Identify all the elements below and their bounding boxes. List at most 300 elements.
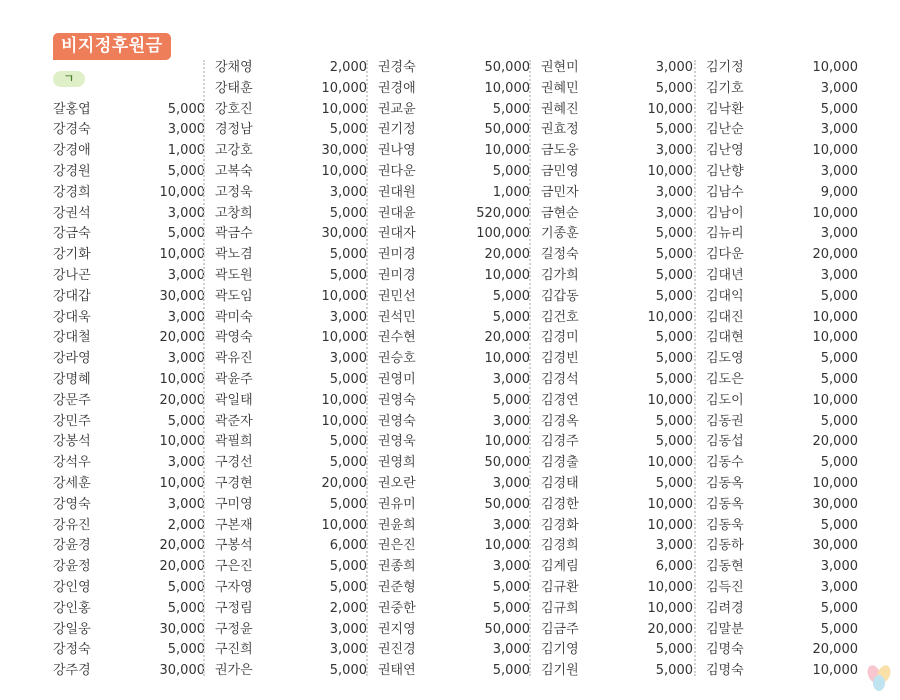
- donor-row: [541, 120, 693, 141]
- donor-name: 김경옥: [541, 413, 579, 429]
- donation-amount: 5,000: [329, 122, 367, 138]
- donation-amount: 3,000: [820, 268, 858, 283]
- donation-amount: 3,000: [167, 122, 205, 138]
- donor-row: [541, 495, 693, 516]
- donation-amount: 20,000: [812, 642, 858, 658]
- donor-row: [706, 120, 858, 141]
- donation-amount: 10,000: [321, 392, 367, 408]
- donation-amount: 5,000: [820, 600, 858, 616]
- donor-name: 권미경: [378, 247, 416, 263]
- donation-amount: 5,000: [655, 122, 693, 138]
- donation-amount: 10,000: [812, 60, 858, 75]
- donor-row: [706, 245, 858, 266]
- donor-row: [53, 287, 205, 308]
- donation-amount: 100,000: [476, 226, 530, 242]
- donor-row: [541, 204, 693, 225]
- donor-row: [53, 162, 205, 183]
- donor-row: [378, 100, 530, 121]
- donor-name: 곽도임: [215, 288, 253, 304]
- donor-name: 길정숙: [541, 247, 579, 263]
- donation-amount: 5,000: [492, 392, 530, 408]
- donor-row: [53, 120, 205, 141]
- donor-name: 곽영숙: [215, 330, 253, 346]
- donor-row: [706, 141, 858, 162]
- donor-name: 김도은: [706, 372, 744, 387]
- donor-name: 강문주: [53, 392, 91, 408]
- donor-name: 김난영: [706, 143, 744, 159]
- donor-row: [378, 432, 530, 453]
- donor-name: 권경애: [378, 80, 416, 96]
- donor-name: 김명숙: [706, 642, 744, 658]
- page-title: 비지정후원금: [53, 33, 171, 60]
- donor-row: [541, 516, 693, 537]
- donor-row: [378, 287, 530, 308]
- donation-amount: 5,000: [655, 351, 693, 367]
- donor-row: [215, 370, 367, 391]
- donor-row: [706, 266, 858, 287]
- donor-name: 김가희: [541, 268, 579, 283]
- donor-name: 권윤희: [378, 517, 416, 533]
- donor-name: 김금주: [541, 621, 579, 637]
- donation-amount: 3,000: [820, 164, 858, 179]
- donor-row: [541, 308, 693, 329]
- donor-name: 권대윤: [378, 205, 416, 221]
- donor-name: 김동권: [706, 413, 744, 429]
- donor-row: [378, 183, 530, 204]
- donation-amount: 5,000: [492, 164, 530, 179]
- donor-name: 구본재: [215, 517, 253, 533]
- donation-amount: 30,000: [321, 143, 367, 159]
- donor-name: 경정남: [215, 122, 253, 138]
- donor-row: [541, 79, 693, 100]
- donor-row: [378, 308, 530, 329]
- donation-amount: 5,000: [492, 309, 530, 325]
- donor-name: 권대자: [378, 226, 416, 242]
- donor-name: 권다운: [378, 164, 416, 179]
- donation-amount: 5,000: [329, 434, 367, 450]
- donor-row: [215, 58, 367, 79]
- donation-amount: 5,000: [329, 580, 367, 595]
- donor-row: [215, 100, 367, 121]
- donor-row: [53, 578, 205, 599]
- donor-row: [378, 224, 530, 245]
- donation-amount: 3,000: [167, 351, 205, 367]
- donation-amount: 3,000: [167, 268, 205, 283]
- donation-amount: 3,000: [820, 122, 858, 138]
- donor-row: [706, 578, 858, 599]
- donation-amount: 5,000: [655, 288, 693, 304]
- donor-name: 강영숙: [53, 496, 91, 512]
- donor-name: 구은진: [215, 559, 253, 575]
- donation-amount: 10,000: [647, 101, 693, 117]
- donor-name: 권혜진: [541, 101, 579, 117]
- donor-name: 강봉석: [53, 434, 91, 450]
- donor-row: [706, 183, 858, 204]
- donation-amount: 5,000: [167, 164, 205, 179]
- donor-row: [378, 536, 530, 557]
- donation-amount: 1,000: [492, 184, 530, 200]
- donor-name: 고강호: [215, 143, 253, 159]
- donation-amount: 5,000: [655, 247, 693, 263]
- donor-name: 강기화: [53, 247, 91, 263]
- donation-amount: 30,000: [159, 621, 205, 637]
- donor-name: 김동섭: [706, 434, 744, 450]
- donor-name: 곽필희: [215, 434, 253, 450]
- donor-name: 김기호: [706, 80, 744, 96]
- donation-amount: 1,000: [167, 143, 205, 159]
- donation-amount: 520,000: [476, 205, 530, 221]
- donor-name: 강정숙: [53, 642, 91, 658]
- donor-name: 김뉴리: [706, 226, 744, 242]
- donor-row: [378, 162, 530, 183]
- donor-row: [706, 557, 858, 578]
- donor-row: [378, 141, 530, 162]
- donor-row: [215, 536, 367, 557]
- donor-row: [215, 432, 367, 453]
- donor-row: [53, 391, 205, 412]
- donation-amount: 3,000: [820, 580, 858, 595]
- donor-row: [541, 58, 693, 79]
- donation-amount: 10,000: [321, 330, 367, 346]
- donor-row: [53, 100, 205, 121]
- donor-row: [215, 328, 367, 349]
- donation-amount: 20,000: [812, 247, 858, 263]
- donor-row: [378, 370, 530, 391]
- donation-amount: 5,000: [492, 580, 530, 595]
- donation-amount: 20,000: [647, 621, 693, 637]
- donation-amount: 3,000: [655, 205, 693, 221]
- donor-row: [53, 661, 205, 682]
- donation-amount: 3,000: [167, 205, 205, 221]
- donor-row: [378, 578, 530, 599]
- donor-name: 권교윤: [378, 101, 416, 117]
- donation-amount: 3,000: [329, 621, 367, 637]
- donation-amount: 5,000: [655, 642, 693, 658]
- donor-name: 강대갑: [53, 288, 91, 304]
- donation-amount: 10,000: [159, 476, 205, 491]
- donation-amount: 5,000: [329, 372, 367, 387]
- donor-row: [706, 620, 858, 641]
- donor-row: [53, 349, 205, 370]
- donation-amount: 5,000: [329, 496, 367, 512]
- donation-amount: 5,000: [655, 80, 693, 96]
- donor-name: 김경태: [541, 476, 579, 491]
- donation-amount: 3,000: [492, 517, 530, 533]
- donor-row: [706, 391, 858, 412]
- donor-name: 고창희: [215, 205, 253, 221]
- donor-name: 곽미숙: [215, 309, 253, 325]
- donor-row: [215, 162, 367, 183]
- donor-row: [706, 661, 858, 682]
- donor-row: [53, 474, 205, 495]
- donor-name: 구정윤: [215, 621, 253, 637]
- donor-name: 강태훈: [215, 80, 253, 96]
- donation-amount: 5,000: [167, 642, 205, 658]
- donor-row: [706, 308, 858, 329]
- donor-name: 권지영: [378, 621, 416, 637]
- donor-name: 권영숙: [378, 413, 416, 429]
- donation-amount: 3,000: [655, 538, 693, 554]
- donor-row: [53, 557, 205, 578]
- donor-name: 김기원: [541, 663, 579, 679]
- donor-name: 김동옥: [706, 496, 744, 512]
- donor-row: [215, 620, 367, 641]
- donation-amount: 5,000: [492, 288, 530, 304]
- donor-row: [215, 453, 367, 474]
- donor-row: [53, 204, 205, 225]
- donor-row: [378, 58, 530, 79]
- donation-amount: 5,000: [329, 247, 367, 263]
- donation-amount: 3,000: [492, 559, 530, 575]
- donation-amount: 5,000: [167, 413, 205, 429]
- donation-amount: 9,000: [820, 184, 858, 200]
- donation-amount: 3,000: [820, 226, 858, 242]
- donor-name: 구봉석: [215, 538, 253, 554]
- donation-amount: 50,000: [484, 455, 530, 471]
- donation-amount: 10,000: [647, 600, 693, 616]
- donor-row: [378, 79, 530, 100]
- donor-row: [541, 453, 693, 474]
- donor-name: 강석우: [53, 455, 91, 471]
- donation-amount: 5,000: [167, 101, 205, 117]
- donor-name: 김명숙: [706, 663, 744, 679]
- donor-list: [0, 58, 900, 688]
- donor-name: 금민영: [541, 164, 579, 179]
- donor-row: [541, 432, 693, 453]
- donation-amount: 6,000: [655, 559, 693, 575]
- donation-amount: 10,000: [647, 455, 693, 471]
- donation-amount: 5,000: [655, 434, 693, 450]
- donor-name: 권나영: [378, 143, 416, 159]
- donor-name: 김동옥: [706, 476, 744, 491]
- donor-row: [541, 349, 693, 370]
- donation-amount: 30,000: [321, 226, 367, 242]
- donor-row: [541, 162, 693, 183]
- donor-name: 곽일태: [215, 392, 253, 408]
- donation-amount: 20,000: [159, 559, 205, 575]
- donation-amount: 20,000: [812, 434, 858, 450]
- donor-name: 권기정: [378, 122, 416, 138]
- donation-amount: 5,000: [329, 268, 367, 283]
- donor-name: 김대진: [706, 309, 744, 325]
- donor-name: 강경원: [53, 164, 91, 179]
- donor-column: [541, 58, 693, 688]
- donation-amount: 5,000: [820, 455, 858, 471]
- donor-name: 강권석: [53, 205, 91, 221]
- donor-name: 고정욱: [215, 184, 253, 200]
- donor-row: [706, 474, 858, 495]
- donor-name: 김남수: [706, 184, 744, 200]
- donor-row: [541, 224, 693, 245]
- donor-row: [215, 391, 367, 412]
- donor-name: 김경석: [541, 372, 579, 387]
- donor-column: [378, 58, 530, 688]
- donor-name: 김경출: [541, 455, 579, 471]
- donor-name: 김경한: [541, 496, 579, 512]
- donor-row: [215, 204, 367, 225]
- donation-amount: 5,000: [820, 288, 858, 304]
- donation-amount: 3,000: [655, 184, 693, 200]
- donor-name: 구미영: [215, 496, 253, 512]
- donor-name: 권종희: [378, 559, 416, 575]
- donor-name: 갈홍엽: [53, 101, 91, 117]
- donor-row: [541, 599, 693, 620]
- donor-name: 김경빈: [541, 351, 579, 367]
- donor-name: 권중한: [378, 600, 416, 616]
- donation-amount: 5,000: [167, 600, 205, 616]
- donor-name: 권효정: [541, 122, 579, 138]
- donation-amount: 3,000: [820, 559, 858, 575]
- donor-name: 강윤경: [53, 538, 91, 554]
- donor-name: 김경연: [541, 392, 579, 408]
- donor-name: 곽준자: [215, 413, 253, 429]
- donor-name: 권경숙: [378, 60, 416, 75]
- donor-row: [378, 328, 530, 349]
- donation-amount: 3,000: [492, 413, 530, 429]
- donor-row: [541, 370, 693, 391]
- donation-amount: 5,000: [167, 580, 205, 595]
- donor-name: 김갑동: [541, 288, 579, 304]
- donor-row: [378, 474, 530, 495]
- donor-row: [215, 349, 367, 370]
- donation-amount: 5,000: [329, 455, 367, 471]
- donor-row: [706, 640, 858, 661]
- donor-row: [541, 557, 693, 578]
- donation-amount: 10,000: [321, 517, 367, 533]
- donation-amount: 5,000: [655, 663, 693, 679]
- donation-amount: 10,000: [812, 392, 858, 408]
- donor-row: [53, 308, 205, 329]
- donor-name: 강라영: [53, 351, 91, 367]
- donation-amount: 10,000: [647, 580, 693, 595]
- donor-name: 곽금수: [215, 226, 253, 242]
- donor-row: [378, 120, 530, 141]
- donor-row: [541, 620, 693, 641]
- donation-amount: 5,000: [820, 372, 858, 387]
- donor-name: 김계림: [541, 559, 579, 575]
- donation-amount: 3,000: [329, 184, 367, 200]
- donation-amount: 10,000: [321, 101, 367, 117]
- donation-amount: 10,000: [484, 80, 530, 96]
- donation-amount: 10,000: [647, 496, 693, 512]
- donor-row: [215, 120, 367, 141]
- donation-amount: 3,000: [492, 372, 530, 387]
- donor-row: [53, 412, 205, 433]
- donation-amount: 10,000: [484, 143, 530, 159]
- donation-amount: 3,000: [655, 60, 693, 75]
- donation-amount: 10,000: [484, 538, 530, 554]
- donor-row: [706, 349, 858, 370]
- donor-name: 김규환: [541, 580, 579, 595]
- donation-amount: 3,000: [820, 80, 858, 96]
- donor-row: [706, 162, 858, 183]
- donor-row: [706, 432, 858, 453]
- donor-name: 권혜민: [541, 80, 579, 96]
- donation-amount: 10,000: [159, 372, 205, 387]
- donor-row: [378, 266, 530, 287]
- donation-amount: 30,000: [159, 288, 205, 304]
- donation-amount: 3,000: [492, 642, 530, 658]
- donation-amount: 20,000: [484, 247, 530, 263]
- donor-name: 금현순: [541, 205, 579, 221]
- donor-name: 권승호: [378, 351, 416, 367]
- donor-row: [706, 412, 858, 433]
- donor-row: [215, 599, 367, 620]
- donation-amount: 20,000: [484, 330, 530, 346]
- donor-name: 권영욱: [378, 434, 416, 450]
- donor-row: [541, 266, 693, 287]
- donor-row: [215, 79, 367, 100]
- donation-amount: 2,000: [167, 517, 205, 533]
- donor-row: [53, 640, 205, 661]
- donation-amount: 3,000: [167, 455, 205, 471]
- donor-name: 권은진: [378, 538, 416, 554]
- donation-amount: 50,000: [484, 621, 530, 637]
- donor-name: 김대년: [706, 268, 744, 283]
- donation-amount: 5,000: [655, 268, 693, 283]
- donor-row: [541, 640, 693, 661]
- donor-name: 강일웅: [53, 621, 91, 637]
- donation-amount: 5,000: [492, 101, 530, 117]
- donor-row: [53, 183, 205, 204]
- donor-row: [378, 204, 530, 225]
- donor-row: [706, 100, 858, 121]
- donor-name: 곽도원: [215, 268, 253, 283]
- donor-row: [541, 474, 693, 495]
- donor-name: 금도웅: [541, 143, 579, 159]
- donor-row: [706, 516, 858, 537]
- donor-row: [378, 661, 530, 682]
- donation-amount: 30,000: [159, 663, 205, 679]
- donor-row: [706, 58, 858, 79]
- donation-amount: 3,000: [329, 351, 367, 367]
- donor-row: [378, 640, 530, 661]
- donation-amount: 6,000: [329, 538, 367, 554]
- donation-amount: 5,000: [655, 226, 693, 242]
- donor-row: [215, 245, 367, 266]
- donor-row: [53, 620, 205, 641]
- donation-amount: 5,000: [820, 517, 858, 533]
- logo-icon: [862, 660, 896, 694]
- donor-row: [215, 308, 367, 329]
- donation-amount: 10,000: [812, 476, 858, 491]
- donor-row: [53, 370, 205, 391]
- donor-name: 곽노겸: [215, 247, 253, 263]
- donor-name: 강주경: [53, 663, 91, 679]
- donation-amount: 10,000: [812, 663, 858, 679]
- donor-row: [706, 287, 858, 308]
- donation-amount: 5,000: [655, 372, 693, 387]
- donor-row: [215, 578, 367, 599]
- donor-name: 권영숙: [378, 392, 416, 408]
- donation-amount: 3,000: [329, 309, 367, 325]
- donation-amount: 20,000: [159, 538, 205, 554]
- donation-amount: 10,000: [159, 247, 205, 263]
- donor-name: 김대현: [706, 330, 744, 346]
- donor-row: [215, 474, 367, 495]
- donation-amount: 5,000: [655, 476, 693, 491]
- donor-row: [706, 224, 858, 245]
- donor-name: 김경미: [541, 330, 579, 346]
- donor-name: 김다운: [706, 247, 744, 263]
- donor-name: 김기정: [706, 60, 744, 75]
- donation-amount: 3,000: [329, 642, 367, 658]
- donor-name: 기종훈: [541, 226, 579, 242]
- donor-name: 김동수: [706, 455, 744, 471]
- donor-name: 강명혜: [53, 372, 91, 387]
- donation-amount: 3,000: [167, 309, 205, 325]
- donor-name: 강유진: [53, 517, 91, 533]
